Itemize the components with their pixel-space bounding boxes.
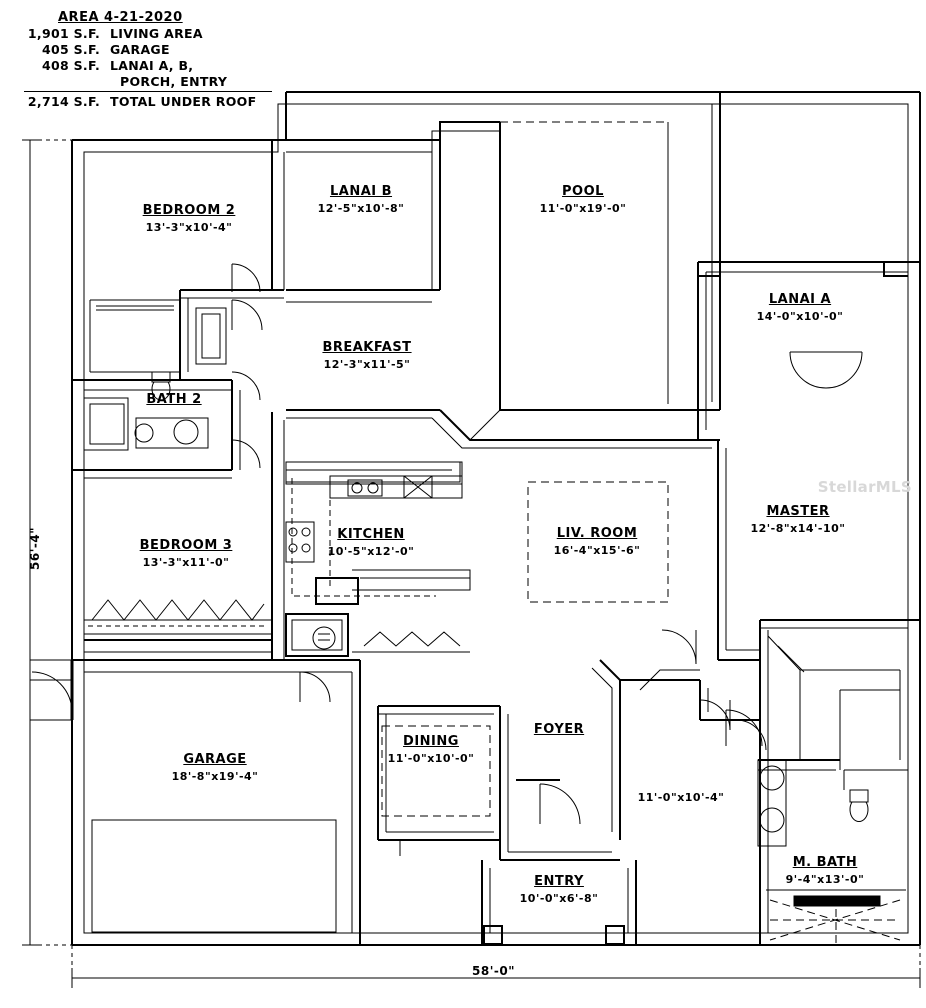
area-legend-total-row [24,91,272,109]
room-label-bedroom-3 [106,538,266,570]
room-dimension: 11'-0"x19'-0" [539,202,627,216]
area-legend-name: TOTAL UNDER ROOF [110,94,257,109]
overall-height-dimension: 56'-4" [28,527,42,570]
area-legend-sf: 405 S.F. [41,42,100,57]
room-name: BEDROOM 2 [142,203,236,218]
area-legend-row [24,58,272,73]
area-legend-title: AREA 4-21-2020 [58,10,183,25]
room-name: KITCHEN [337,527,405,542]
room-label-bedroom-2 [109,203,269,235]
area-legend-sf: 2,714 S.F. [27,94,100,109]
area-legend-sf: 408 S.F. [41,58,100,73]
room-label-master-bath [760,855,890,887]
area-legend-name: LANAI A, B, [110,58,194,73]
area-legend-sf: 1,901 S.F. [27,26,100,41]
area-legend-row [24,74,272,89]
room-dimension: 14'-0"x10'-0" [756,310,844,324]
area-legend-name: PORCH, ENTRY [120,74,228,89]
room-label-lanai-a [730,292,870,324]
overall-width-dimension: 58'-0" [472,964,515,978]
room-label-breakfast [292,340,442,372]
room-name: LANAI A [768,292,832,307]
room-dimension: 10'-5"x12'-0" [327,545,415,559]
room-dimension: 13'-3"x10'-4" [145,221,233,235]
room-name: BEDROOM 3 [139,538,233,553]
room-dimension: 12'-3"x11'-5" [323,358,411,372]
area-legend-name: LIVING AREA [110,26,203,41]
room-label-living-room [527,526,667,558]
area-legend-rows [24,26,272,109]
room-name: GARAGE [183,752,247,767]
room-label-garage [140,752,290,784]
room-name: ENTRY [534,874,584,889]
room-dimension: 10'-0"x6'-8" [519,892,599,906]
room-dimension: 11'-0"x10'-4" [637,791,725,804]
room-name: MASTER [766,504,830,519]
room-label-hall-dimension [621,789,741,805]
room-label-bath-2 [114,392,234,408]
room-label-dining [366,734,496,766]
room-label-kitchen [301,527,441,559]
room-dimension: 18'-8"x19'-4" [171,770,259,784]
room-dimension: 9'-4"x13'-0" [785,873,865,887]
area-legend-name: GARAGE [110,42,170,57]
room-label-pool [513,184,653,216]
room-name: LANAI B [329,184,393,199]
room-dimension: 12'-5"x10'-8" [317,202,405,216]
watermark: StellarMLS [817,478,912,496]
room-name: DINING [403,734,459,749]
room-name: FOYER [533,722,585,737]
room-name: POOL [562,184,604,199]
room-name: BATH 2 [146,392,202,407]
area-legend [24,10,272,109]
room-name: BREAKFAST [322,340,412,355]
room-name: LIV. ROOM [556,526,638,541]
room-name: M. BATH [792,855,858,870]
area-legend-row [24,26,272,41]
room-dimension: 12'-8"x14'-10" [750,522,846,536]
room-dimension: 11'-0"x10'-0" [387,752,475,766]
room-label-foyer [509,722,609,738]
room-dimension: 16'-4"x15'-6" [553,544,641,558]
room-dimension: 13'-3"x11'-0" [142,556,230,570]
room-label-lanai-b [291,184,431,216]
room-label-master [728,504,868,536]
room-label-entry [499,874,619,906]
area-legend-row [24,42,272,57]
